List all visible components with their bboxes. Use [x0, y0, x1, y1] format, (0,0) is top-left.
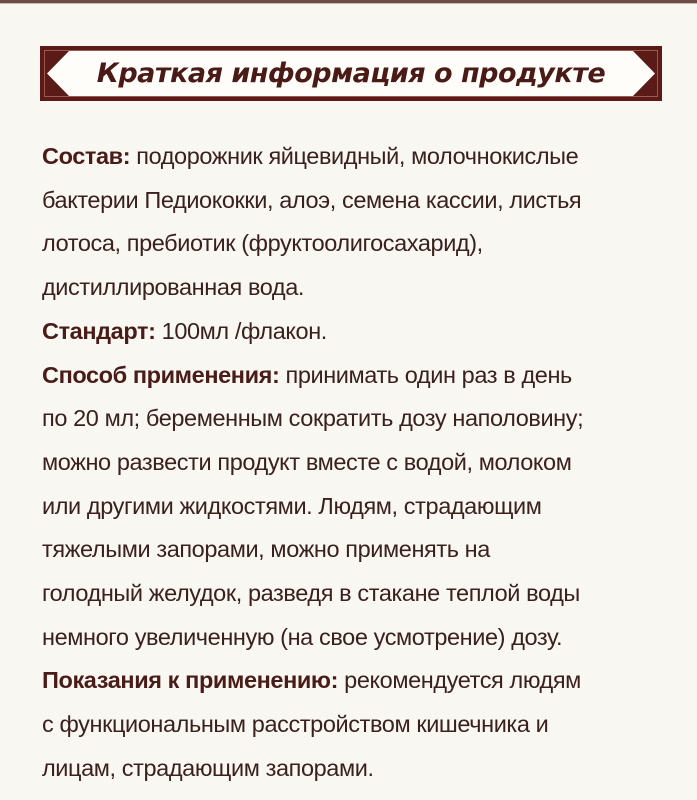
product-info-body — [42, 135, 692, 791]
text-line: дистиллированная вода. — [42, 274, 305, 301]
text-line — [42, 354, 692, 398]
text-line: можно развести продукт вместе с водой, молоком — [42, 448, 572, 475]
top-divider — [0, 0, 697, 4]
text-line: немного увеличенную (на свое усмотрение) дозу. — [42, 623, 563, 650]
section-text: рекомендуется людям — [338, 667, 581, 694]
text-line — [42, 310, 692, 354]
text-line: бактерии Педиококки, алоэ, семена кассии, листья — [42, 186, 582, 213]
section-text: 100мл /флакон. — [155, 317, 327, 344]
section-label: Стандарт: — [42, 317, 156, 344]
page-title: Краткая информация о продукте — [96, 58, 606, 89]
text-line: лицам, страдающим запорами. — [42, 754, 374, 781]
text-line: тяжелыми запорами, можно применять на — [42, 536, 490, 563]
section-label: Способ применения: — [42, 361, 280, 388]
section-label: Показания к применению: — [42, 667, 339, 694]
section-label: Состав: — [42, 143, 131, 169]
text-line — [42, 135, 692, 179]
text-line: лотоса, пребиотик (фруктоолигосахарид), — [42, 230, 483, 257]
section-composition — [42, 135, 692, 310]
text-line — [42, 659, 692, 703]
text-line: по 20 мл; беременным сократить дозу наполовину; — [42, 405, 584, 432]
text-line: голодный желудок, разведя в стакане теплой воды — [42, 580, 580, 607]
text-line: или другими жидкостями. Людям, страдающим — [42, 492, 542, 519]
section-indications — [42, 659, 692, 790]
text-line: с функциональным расстройством кишечника и — [42, 711, 549, 738]
section-usage — [42, 354, 692, 660]
section-standard — [42, 310, 692, 354]
section-text: принимать один раз в день — [279, 361, 572, 388]
section-text: подорожник яйцевидный, молочнокислые — [130, 143, 579, 169]
title-banner — [40, 46, 662, 101]
